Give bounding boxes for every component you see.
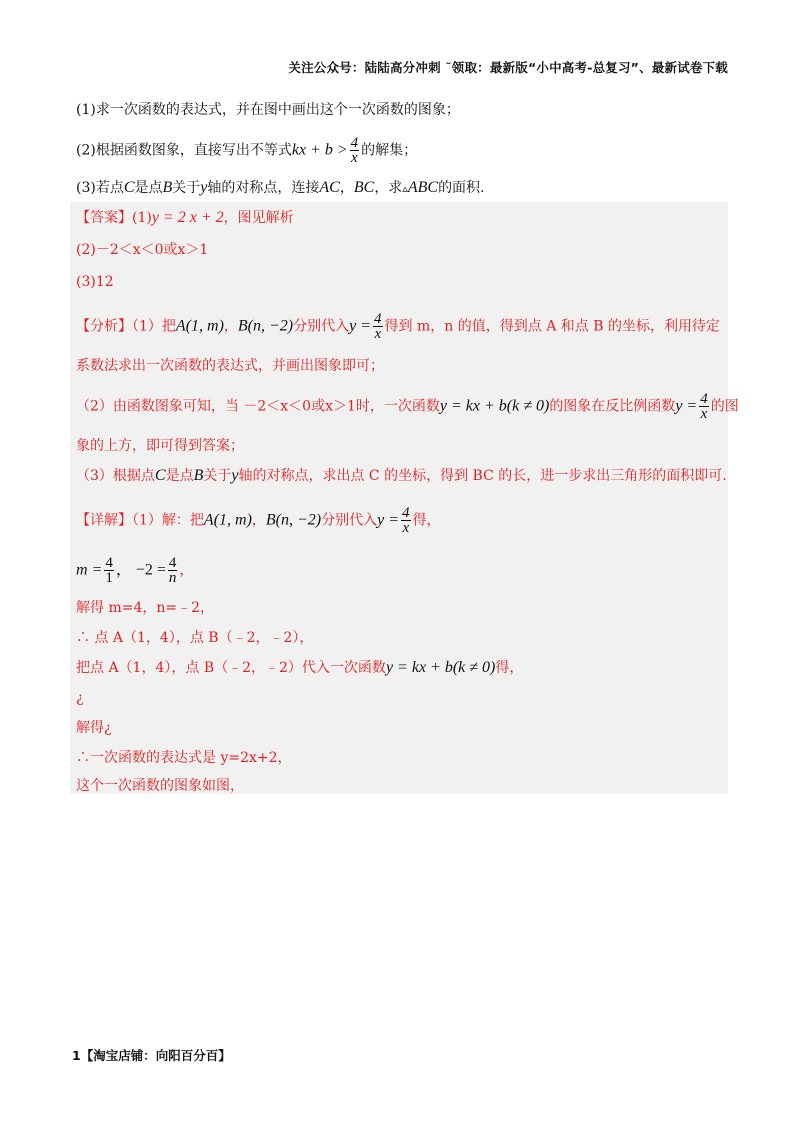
q3-point-b: B bbox=[162, 179, 173, 196]
question-3 bbox=[76, 178, 485, 199]
detail-fraction-m-den: 1 bbox=[105, 570, 113, 586]
detail-y-eq: y = bbox=[377, 511, 400, 529]
analysis-p1-b: ， bbox=[223, 318, 238, 335]
answer-part-1-expr: y = 2 x + 2 bbox=[151, 209, 224, 226]
analysis-p2-fraction-num: 4 bbox=[700, 391, 708, 407]
answer-line-3: (3)12 bbox=[76, 274, 114, 290]
detail-line-4: ∴ 点 A（1，4），点 B（﹣2，﹣2）， bbox=[76, 630, 314, 646]
analysis-point-a: A(1, m) bbox=[175, 317, 224, 335]
analysis-p3-c: 关于 bbox=[203, 468, 232, 484]
answer-part-1-note: ，图见解析 bbox=[223, 210, 294, 226]
q3-text-c: 关于 bbox=[172, 180, 201, 196]
analysis-p1-d: 得到 m，n 的值，得到点 A 和点 B 的坐标，利用待定 bbox=[384, 318, 720, 335]
answer-line-2: (2)－2＜x＜0或x＞1 bbox=[76, 242, 209, 258]
question-1: (1)求一次函数的表达式，并在图中画出这个一次函数的图象； bbox=[76, 102, 460, 118]
page-footer: 1【淘宝店铺：向阳百分百】 bbox=[72, 1048, 231, 1063]
q3-point-c: C bbox=[123, 179, 135, 196]
detail-tag: 【详解】 bbox=[76, 512, 132, 529]
solution-box bbox=[70, 202, 728, 794]
q3-segment-bc: BC bbox=[353, 179, 375, 196]
q2-tail: 的解集； bbox=[361, 142, 418, 159]
analysis-p2-y: y = bbox=[675, 397, 698, 415]
analysis-p2-c: 的图 bbox=[710, 398, 739, 415]
detail-line-2 bbox=[76, 556, 193, 585]
answer-part-1-label: (1) bbox=[132, 210, 152, 226]
analysis-p2-fraction bbox=[699, 392, 709, 421]
q2-fraction-num: 4 bbox=[350, 135, 359, 151]
analysis-p3-d: 轴的对称点，求出点 C 的坐标，得到 BC 的长，进一步求出三角形的面积即可. bbox=[238, 468, 727, 484]
analysis-p1-a: （1）把 bbox=[132, 318, 176, 335]
analysis-y-eq: y = bbox=[349, 317, 372, 335]
detail-fraction-m-num: 4 bbox=[105, 555, 113, 571]
detail-l1-b: ， bbox=[251, 512, 266, 529]
detail-fraction-n-den: n bbox=[168, 570, 177, 586]
detail-line-6: ¿ bbox=[76, 690, 84, 706]
q3-text-f: ，求 bbox=[374, 180, 403, 196]
q2-fraction-den: x bbox=[351, 150, 358, 166]
detail-l1-c: 分别代入 bbox=[321, 512, 378, 529]
analysis-p2-fraction-den: x bbox=[700, 406, 708, 422]
answer-line-1 bbox=[76, 208, 294, 228]
analysis-point-b: B(n, −2) bbox=[237, 317, 294, 335]
detail-line-1 bbox=[76, 506, 441, 535]
analysis-p2-a: （2）由函数图象可知，当 －2＜x＜0或x＞1时，一次函数 bbox=[76, 398, 440, 415]
detail-n-eq: ， −2 = bbox=[115, 561, 166, 579]
detail-line-5 bbox=[76, 658, 523, 678]
detail-line-3: 解得 m=4，n=﹣2， bbox=[76, 600, 215, 616]
detail-fraction-n-num: 4 bbox=[168, 555, 177, 571]
detail-l5-b: 得， bbox=[495, 660, 524, 676]
answer-tag: 【答案】 bbox=[76, 210, 132, 226]
q3-text-d: 轴的对称点，连接 bbox=[207, 180, 320, 196]
q3-comma: ， bbox=[339, 180, 354, 196]
detail-linear-fn: y = kx + b(k ≠ 0) bbox=[385, 659, 496, 676]
detail-line-8: ∴一次函数的表达式是 y=2x+2， bbox=[76, 750, 292, 766]
q3-text-b: 是点 bbox=[134, 180, 163, 196]
q3-y-axis: y bbox=[200, 179, 208, 196]
analysis-p3-a: （3）根据点 bbox=[76, 468, 155, 484]
analysis-line-1 bbox=[76, 312, 720, 341]
detail-fraction bbox=[401, 506, 411, 535]
analysis-p1-c: 分别代入 bbox=[293, 318, 350, 335]
detail-fraction-m bbox=[104, 556, 114, 585]
detail-l5-a: 把点 A（1，4），点 B（﹣2，﹣2）代入一次函数 bbox=[76, 660, 386, 676]
detail-fraction-num: 4 bbox=[402, 505, 410, 521]
detail-l1-a: （1）解：把 bbox=[132, 512, 204, 529]
q3-text-a: (3)若点 bbox=[76, 180, 124, 196]
analysis-line-3 bbox=[76, 392, 739, 421]
analysis-line-2: 系数法求出一次函数的表达式，并画出图象即可； bbox=[76, 358, 384, 374]
q2-text: (2)根据函数图象，直接写出不等式 bbox=[76, 142, 292, 159]
analysis-p3-b: 是点 bbox=[165, 468, 194, 484]
q3-segment-ac: AC bbox=[319, 179, 340, 196]
page-header: 关注公众号：陆陆高分冲刺 ˜领取：最新版“小中高考-总复习”、最新试卷下载 bbox=[288, 60, 728, 75]
analysis-p2-b: 的图象在反比例函数 bbox=[549, 398, 676, 415]
detail-line-7: 解得¿ bbox=[76, 720, 112, 736]
analysis-fraction-den: x bbox=[374, 326, 382, 342]
analysis-fraction bbox=[373, 312, 383, 341]
analysis-line-4: 象的上方，即可得到答案； bbox=[76, 438, 244, 454]
q2-fraction bbox=[350, 136, 360, 165]
triangle-icon: ▵ bbox=[402, 182, 408, 195]
detail-l2-end: ， bbox=[179, 562, 194, 579]
question-2 bbox=[76, 136, 417, 165]
detail-point-b: B(n, −2) bbox=[265, 511, 322, 529]
detail-line-9: 这个一次函数的图象如图， bbox=[76, 778, 244, 794]
analysis-linear-fn: y = kx + b(k ≠ 0) bbox=[439, 397, 550, 415]
detail-fraction-den: x bbox=[402, 520, 410, 536]
analysis-p3-y: y bbox=[231, 467, 239, 484]
detail-m-eq: m = bbox=[76, 561, 103, 579]
q3-text-g: 的面积. bbox=[438, 180, 485, 196]
detail-point-a: A(1, m) bbox=[203, 511, 252, 529]
detail-l1-d: 得， bbox=[412, 512, 441, 529]
detail-fraction-n bbox=[168, 556, 178, 585]
q3-triangle-abc: ABC bbox=[407, 179, 439, 196]
analysis-tag: 【分析】 bbox=[76, 318, 132, 335]
q2-inequality: kx + b > bbox=[291, 141, 348, 159]
analysis-line-5 bbox=[76, 466, 727, 486]
analysis-fraction-num: 4 bbox=[374, 311, 382, 327]
analysis-p3-point-b: B bbox=[193, 467, 204, 484]
analysis-p3-point-c: C bbox=[154, 467, 166, 484]
